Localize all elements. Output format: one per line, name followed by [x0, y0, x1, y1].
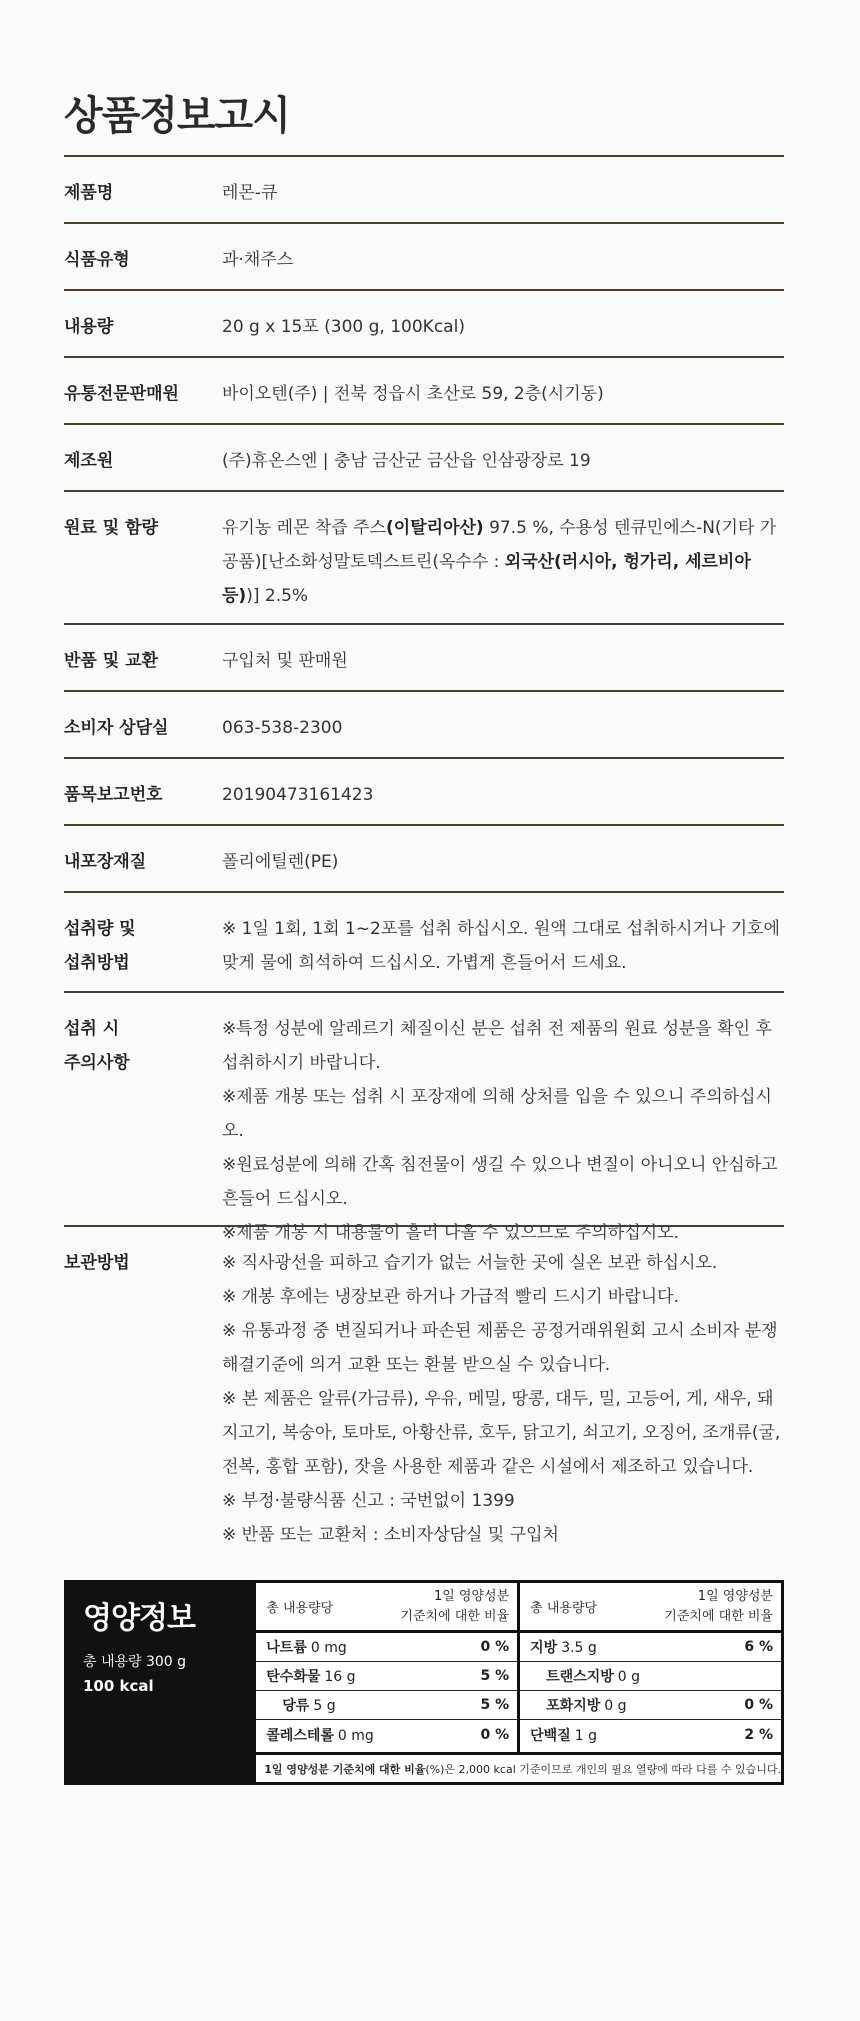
- info-value-line: ※특정 성분에 알레르기 체질이신 분은 섭취 전 제품의 원료 성분을 확인 후 섭취하시기 바랍니다.: [222, 1019, 772, 1073]
- info-value-line: 레몬-큐: [222, 183, 278, 203]
- nutrient-percent: 0 %: [480, 1726, 510, 1743]
- info-value-line: 폴리에틸렌(PE): [222, 852, 339, 872]
- nutrition-title: 영양정보: [83, 1601, 195, 1636]
- nutrient-row: [256, 1720, 517, 1749]
- info-label: 반품 및 교환: [64, 651, 158, 671]
- nutrient-percent: 5 %: [480, 1697, 510, 1713]
- nutrition-column-right: [517, 1583, 781, 1752]
- info-label: 섭취량 및 섭취방법: [64, 919, 136, 973]
- info-label: 유통전문판매원: [64, 384, 179, 404]
- nutrient-name: 콜레스테롤: [266, 1727, 334, 1744]
- info-row: [64, 356, 784, 423]
- nutrient-name: 단백질: [530, 1727, 571, 1744]
- info-value-line: ※ 본 제품은 알류(가금류), 우유, 메밀, 땅콩, 대두, 밀, 고등어, 게, 새우, 돼지고기, 복숭아, 토마토, 아황산류, 호두, 닭고기, 쇠고기, 오징어, 조개류(굴, 전복, 홍합 포함), 잣을 사용한 제품과 같은 시설에서 제조하고 있습니다.: [222, 1389, 781, 1477]
- nutrition-header-ratio: [400, 1587, 509, 1627]
- info-value-emphasis: (이탈리아산): [386, 518, 484, 538]
- info-value: [222, 845, 784, 891]
- info-value: [222, 711, 784, 757]
- nutrient-amount: 0 mg: [310, 1640, 347, 1656]
- nutrition-header-ratio-line1: 1일 영양성분: [697, 1588, 773, 1604]
- nutrition-header-ratio-line2: 기준치에 대한 비율: [664, 1608, 773, 1624]
- nutrient-percent: 0 %: [744, 1697, 773, 1713]
- nutrition-facts: [64, 1580, 784, 1785]
- nutrition-summary: [67, 1583, 256, 1782]
- nutrition-header-label: 총 내용량당: [266, 1601, 334, 1616]
- info-row: [64, 824, 784, 891]
- info-label: 품목보고번호: [64, 785, 163, 805]
- info-value-text: 97.5 %, 수용성 텐큐민에스-N(기타 가공품)[난소화성말토덱스트린(옥수수 :: [222, 518, 777, 572]
- nutrition-header-ratio-line2: 기준치에 대한 비율: [400, 1608, 510, 1624]
- info-row: [64, 222, 784, 289]
- info-value: [222, 444, 784, 490]
- nutrient-name: 나트륨: [266, 1640, 307, 1656]
- info-value-line: ※원료성분에 의해 간혹 침전물이 생길 수 있으나 변질이 아니오니 안심하고 흔들어 드십시오.: [222, 1155, 778, 1209]
- nutrient-amount: 5 g: [313, 1698, 336, 1714]
- info-label: 내포장재질: [64, 852, 147, 872]
- info-label: 원료 및 함량: [64, 518, 158, 538]
- nutrition-header-ratio: [664, 1587, 773, 1627]
- nutrient-amount: 3.5 g: [561, 1640, 597, 1656]
- nutrient-amount: 0 mg: [337, 1727, 374, 1744]
- info-row: [64, 423, 784, 490]
- nutrition-total: 총 내용량 300 g: [83, 1654, 187, 1670]
- info-value: [222, 511, 784, 623]
- nutrient-name-amount: [546, 1666, 640, 1686]
- info-value: [222, 778, 784, 824]
- nutrient-amount: 1 g: [574, 1727, 597, 1744]
- info-value-line: 구입처 및 판매원: [222, 651, 348, 671]
- info-value-line: ※ 1일 1회, 1회 1~2포를 섭취 하십시오. 원액 그대로 섭취하시거나 기호에 맞게 물에 희석하여 드십시오. 가볍게 흔들어서 드세요.: [222, 919, 780, 973]
- info-row: [64, 490, 784, 623]
- info-label: 섭취 시 주의사항: [64, 1019, 130, 1073]
- info-label: 식품유형: [64, 250, 130, 270]
- nutrient-percent: 2 %: [744, 1726, 773, 1743]
- info-value: [222, 644, 784, 690]
- info-value-emphasis: 외국산(러시아, 헝가리, 세르비아 등): [222, 552, 751, 606]
- nutrient-name-amount: [266, 1637, 346, 1657]
- info-value-line: ※제품 개봉 또는 섭취 시 포장재에 의해 상처를 입을 수 있으니 주의하십시오.: [222, 1087, 772, 1141]
- info-value-line: ※ 부정·불량식품 신고 : 국번없이 1399: [222, 1491, 515, 1511]
- info-value-line: 063-538-2300: [222, 718, 343, 738]
- info-label: 제품명: [64, 183, 114, 203]
- info-value: [222, 243, 784, 289]
- info-value-line: ※ 유통과정 중 변질되거나 파손된 제품은 공정거래위원회 고시 소비자 분쟁해결기준에 의거 교환 또는 환불 받으실 수 있습니다.: [222, 1321, 778, 1375]
- info-row: [64, 690, 784, 757]
- nutrition-header: [256, 1583, 517, 1633]
- info-label: 내용량: [64, 317, 114, 337]
- nutrition-kcal: 100 kcal: [83, 1677, 154, 1695]
- info-value: [222, 310, 784, 356]
- info-value: [222, 176, 784, 222]
- info-row: [64, 289, 784, 356]
- nutrient-row: [520, 1691, 781, 1720]
- nutrient-name-amount: [530, 1637, 597, 1657]
- nutrition-header-label: 총 내용량당: [530, 1601, 598, 1616]
- nutrient-name-amount: [282, 1695, 335, 1715]
- info-value-line: 바이오텐(주) | 전북 정읍시 초산로 59, 2층(시기동): [222, 384, 604, 404]
- nutrient-amount: 0 g: [604, 1698, 627, 1714]
- info-row: [64, 1225, 784, 1564]
- info-value: [222, 912, 784, 991]
- info-value-line: ※ 개봉 후에는 냉장보관 하거나 가급적 빨리 드시기 바랍니다.: [222, 1287, 680, 1307]
- product-info-table: [64, 155, 784, 1564]
- nutrient-row: [256, 1691, 517, 1720]
- info-row: [64, 991, 784, 1243]
- nutrient-name-amount: [266, 1666, 355, 1686]
- nutrient-row: [520, 1633, 781, 1662]
- info-value-line: ※ 반품 또는 교환처 : 소비자상담실 및 구입처: [222, 1525, 559, 1545]
- nutrition-header-ratio-line1: 1일 영양성분: [433, 1588, 510, 1604]
- nutrition-column-left: [256, 1583, 517, 1752]
- info-value-text: )] 2.5%: [246, 586, 309, 606]
- nutrition-header: [520, 1583, 781, 1633]
- nutrient-row: [256, 1662, 517, 1691]
- info-value-line: 20 g x 15포 (300 g, 100Kcal): [222, 317, 465, 337]
- nutrient-row: [520, 1720, 781, 1749]
- nutrient-name: 탄수화물: [266, 1669, 321, 1685]
- nutrient-amount: 0 g: [617, 1669, 641, 1685]
- info-row: [64, 891, 784, 991]
- info-label: 보관방법: [64, 1253, 130, 1273]
- nutrition-footnote-bold: 1일 영양성분 기준치에 대한 비율: [264, 1762, 426, 1776]
- info-value-text: 유기농 레몬 착즙 주스: [222, 518, 387, 538]
- info-row: [64, 623, 784, 690]
- nutrient-name: 지방: [530, 1640, 558, 1656]
- nutrition-footnote: [256, 1752, 781, 1782]
- nutrition-table: [256, 1583, 781, 1782]
- info-value-line: (주)휴온스엔 | 충남 금산군 금산읍 인삼광장로 19: [222, 451, 591, 471]
- nutrient-percent: 5 %: [480, 1668, 510, 1684]
- nutrient-name: 트랜스지방: [546, 1669, 614, 1685]
- info-value: [222, 377, 784, 423]
- info-value-line: ※ 직사광선을 피하고 습기가 없는 서늘한 곳에 실온 보관 하십시오.: [222, 1253, 718, 1273]
- info-value-line: ※제품 개봉 시 내용물이 흘러 나올 수 있으므로 주의하십시오.: [222, 1223, 680, 1243]
- nutrient-percent: 6 %: [744, 1639, 773, 1655]
- nutrient-name-amount: [530, 1725, 597, 1745]
- nutrition-footnote-text: (%)은 2,000 kcal 기준이므로 개인의 필요 열량에 따라 다를 수 있습니다.: [425, 1762, 781, 1776]
- info-value-line: 20190473161423: [222, 785, 374, 805]
- info-value: [222, 1012, 784, 1243]
- page-title: 상품정보고시: [64, 93, 290, 139]
- info-label: 제조원: [64, 451, 114, 471]
- info-value: [222, 1246, 784, 1552]
- info-row: [64, 757, 784, 824]
- info-row: [64, 155, 784, 222]
- nutrient-name-amount: [266, 1725, 374, 1745]
- info-label: 소비자 상담실: [64, 718, 169, 738]
- nutrient-name-amount: [546, 1695, 626, 1715]
- info-value-line: 과·채주스: [222, 250, 294, 270]
- nutrient-percent: 0 %: [480, 1639, 510, 1655]
- nutrient-name: 포화지방: [546, 1698, 601, 1714]
- nutrient-amount: 16 g: [324, 1669, 356, 1685]
- nutrient-row: [520, 1662, 781, 1691]
- nutrient-name: 당류: [282, 1698, 310, 1714]
- nutrient-row: [256, 1633, 517, 1662]
